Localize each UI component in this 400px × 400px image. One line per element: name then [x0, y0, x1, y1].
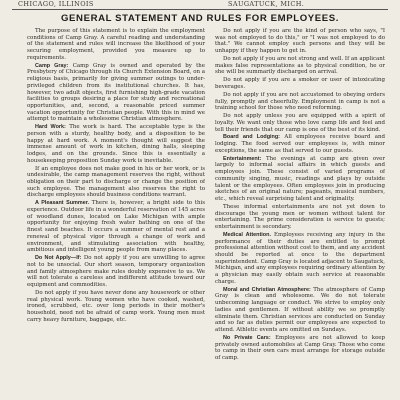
paragraph	[215, 113, 385, 133]
paragraph	[215, 335, 385, 362]
paragraph	[215, 204, 385, 231]
letterhead	[0, 0, 400, 9]
paragraph	[27, 290, 205, 324]
paragraph	[215, 156, 385, 203]
paragraph-text: Do not apply unless you are equipped with a spirit of loyalty. We want only those who love camp life and feel and tell their friends that our camp is one of the best of its kind.	[215, 113, 385, 133]
left-column	[27, 28, 205, 400]
header-location-right: SAUGATUCK, MICH.	[228, 0, 305, 8]
paragraph	[27, 255, 205, 289]
paragraph-text: Do not apply if you are a smoker or user of intoxicating beverages.	[215, 77, 385, 90]
header-rule	[12, 9, 388, 10]
paragraph-heading: Board and Lodging:	[223, 134, 280, 141]
paragraph-heading: Entertainment:	[223, 155, 262, 162]
paragraph-text: Do not apply if you are the kind of person who says, "I was not employed to do this," or "I was not employed to do that." We cannot employ such persons and they will be unhappy if they happen to get in.	[215, 28, 385, 55]
paragraph	[215, 56, 385, 76]
paragraph	[215, 92, 385, 112]
header-location-left: CHICAGO, ILLINOIS	[18, 0, 94, 8]
paragraph	[215, 287, 385, 334]
paragraph-text: These informal entertainments are not yet down to discourage the young men or women without talent for entertaining. The prime consideration is service to guests; entertainment is secondary.	[215, 203, 385, 230]
paragraph-text: Camp Gray is owned and operated by the Presbytery of Chicago through its Church Extension Board, on a religious basis, primarily for giving summer outings to under-privileged children from its institutional churches. It has, however, two adult objects, first furnishing high-grade vacation facilities to groups desiring a place for study and recreational opportunities, and, second, a reasonable priced summer vacation opportunity for Christian people. With this in mind we attempt to maintain a wholesome Christian atmosphere.	[27, 62, 205, 123]
paragraph	[215, 232, 385, 286]
paragraph	[27, 28, 205, 62]
paragraph-heading: No Private Cars:	[223, 334, 271, 341]
paragraph-text: The evenings at camp are given over largely to informal social affairs in which guests and employees join. These consist of varied programs of community singing, music, readings and plays by outside talent or the employees. Often employees join in producing sketches of an original nature; pageants, musical numbers, etc., which reveal surprising talent and originality.	[215, 155, 385, 202]
paragraph-heading: Do Not Apply—If:	[35, 255, 82, 262]
paragraph-text: The work is hard. The acceptable type is the person with a sturdy, healthy body, and a disposition to be happy at hard work. A moment's thought will suggest the immense amount of work in kitchen, dining halls, sleeping lodges, and on the grounds. Since this is essentially a housekeeping proposition Sunday work is inevitable.	[27, 124, 205, 164]
right-column	[215, 28, 385, 400]
paragraph-heading: A Pleasant Summer.	[35, 200, 90, 207]
paragraph	[27, 166, 205, 200]
paragraph-text: All employees receive board and lodging. The food served our employees is, with minor exceptions, the same as that served to our guests.	[215, 134, 385, 154]
paragraph-text: If an employee does not make good in his or her work, or is undesirable, the camp management reserves the right, without obligation on their part to discharge or change the position of such employee. The management also reserves the right to discharge employees should business conditions warrant.	[27, 165, 205, 199]
paragraph	[27, 200, 205, 254]
paragraph-heading: Moral and Christian Atmosphere:	[223, 286, 311, 293]
paragraph-heading: Camp Gray:	[35, 62, 69, 69]
paragraph-heading: Hard Work:	[35, 124, 66, 131]
paragraph	[215, 77, 385, 90]
paragraph-heading: Medical Attention.	[223, 231, 271, 238]
paragraph	[215, 134, 385, 154]
paragraph	[27, 124, 205, 164]
page-title: GENERAL STATEMENT AND RULES FOR EMPLOYEES.	[60, 13, 340, 24]
paragraph-text: Do not apply if you are not accustomed to obeying orders fully, promptly and cheerfully. Employment in camp is not a training school for those who need reforming.	[215, 91, 385, 112]
paragraph-text: There is, however, a bright side to this experience. Outdoor life in a wonderful reservation of 145 acres of woodland dunes, located on Lake Michigan with ample opportunity for enjoying fresh water bathing on one of the finest sand beaches. It occurs a summer of mental rest and a renewal of physical vigor through a change of work and environment, and stimulating association with healthy, ambitious and intelligent young people from many places.	[27, 200, 205, 254]
paragraph-text: Employees receiving any injury in the performance of their duties are entitled to prompt professional attention without cost to them, and any accident should be reported at once to the department superintendent. Camp Gray is located adjacent to Saugatuck, Michigan, and any employees requiring ordinary attention by a physician may easily obtain such service at reasonable charge.	[215, 231, 385, 285]
paragraph	[27, 63, 205, 123]
paragraph-text: The atmosphere of Camp Gray is clean and wholesome. We do not tolerate unbecoming language or conduct. We strive to employ only ladies and gentlemen. If without ability we so promptly eliminate them. Christian services are conducted on Sunday and so far as duties permit our employees are expected to attend. Athletic events are omitted on Sundays.	[215, 286, 385, 333]
paragraph	[215, 28, 385, 55]
paragraph-text: Employees are not allowed to keep privately owned automobiles at Camp Gray. Those who come to camp in their own cars must arrange for storage outside of camp.	[215, 334, 385, 361]
paragraph-text: Do not apply if you are not strong and well. If an applicant makes false representations as to physical condition, he or she will be summarily discharged on arrival.	[215, 56, 385, 76]
paragraph-text: Do not apply if you are unwilling to agree not to be unsocial. Our short season, temporary organization and family atmosphere make rules doubly expensive to us. We will not tolerate a careless and indifferent attitude toward our equipment and commodities.	[27, 255, 205, 288]
paragraph-text: Do not apply if you have never done any housework or other real physical work. Young women who have cooked, washed, ironed, scrubbed, etc. over long periods in their mother's household, need not be afraid of camp work. Young men must carry heavy furniture, baggage, etc.	[27, 289, 205, 323]
paragraph-text: The purpose of this statement is to explain the employment conditions of Camp Gray. A careful reading and understanding of the statement and rules will increase the likelihood of your securing employment, provided you measure up to requirements.	[27, 28, 205, 61]
